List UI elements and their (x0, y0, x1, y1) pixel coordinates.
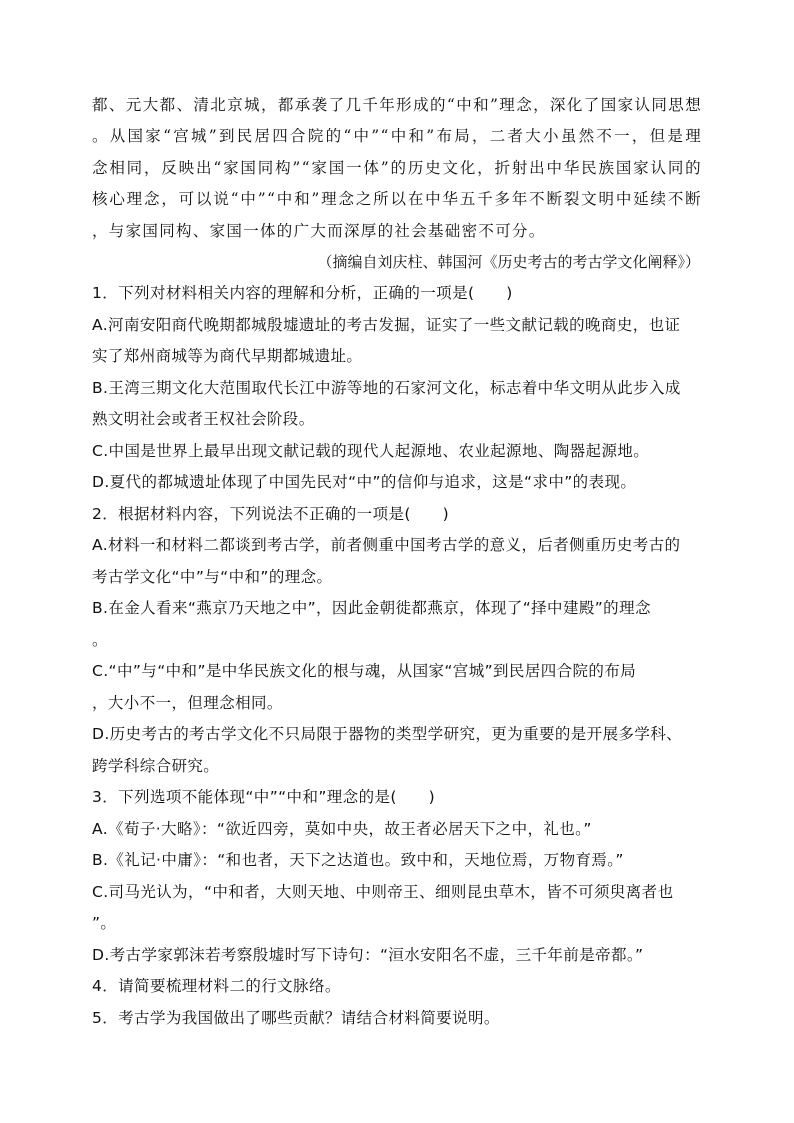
passage-text (92, 90, 702, 247)
passage-line: 。从国家“宫城”到民居四合院的“中”“中和”布局，二者大小虽然不一，但是理 (92, 127, 702, 146)
question-stem: 5．考古学为我国做出了哪些贡献？请结合材料简要说明。 (92, 1008, 500, 1027)
option-line: D.历史考古的考古学文化不只局限于器物的类型学研究，更为重要的是开展多学科、 (92, 725, 683, 744)
question-stem: 4．请简要梳理材料二的行文脉络。 (92, 977, 341, 996)
option-line: D.夏代的都城遗址体现了中国先民对“中”的信仰与追求，这是“求中”的表现。 (92, 473, 637, 492)
question-stem: 2．根据材料内容，下列说法不正确的一项是( ) (92, 504, 450, 523)
document-page (92, 90, 702, 1034)
option-line: 熟文明社会或者王权社会阶段。 (92, 410, 315, 429)
option-line: ”。 (92, 914, 117, 933)
option-line: B.《礼记·中庸》：“和也者，天下之达道也。致中和，天地位焉，万物育焉。” (92, 851, 624, 870)
passage-line: 都、元大都、清北京城，都承袭了几千年形成的“中和”理念，深化了国家认同思想 (92, 96, 702, 114)
option-line: 考古学文化“中”与“中和”的理念。 (92, 567, 333, 586)
passage-source: （摘编自刘庆柱、韩国河《历史考古的考古学文化阐释》） (317, 253, 700, 272)
option-line: 。 (92, 630, 108, 649)
option-line: A.《荀子·大略》：“欲近四旁，莫如中央，故王者必居天下之中，礼也。” (92, 819, 592, 838)
option-line: B.在金人看来“燕京乃天地之中”，因此金朝徙都燕京，体现了“择中建殿”的理念 (92, 599, 651, 618)
question-list (92, 278, 702, 1034)
passage-line: ，与家国同构、家国一体的广大而深厚的社会基础密不可分。 (92, 221, 546, 240)
option-line: C.中国是世界上最早出现文献记载的现代人起源地、农业起源地、陶器起源地。 (92, 441, 650, 460)
option-line: A.材料一和材料二都谈到考古学，前者侧重中国考古学的意义，后者侧重历史考古的 (92, 536, 681, 555)
question-stem: 3．下列选项不能体现“中”“中和”理念的是( ) (92, 788, 436, 807)
option-line: ，大小不一，但理念相同。 (92, 693, 283, 712)
option-line: C.“中”与“中和”是中华民族文化的根与魂，从国家“宫城”到民居四合院的布局 (92, 662, 637, 681)
passage-line: 念相同，反映出“家国同构”“家国一体”的历史文化，折射出中华民族国家认同的 (92, 158, 702, 177)
option-line: C.司马光认为，“中和者，大则天地、中则帝王、细则昆虫草木，皆不可须臾离者也 (92, 882, 674, 901)
question-stem: 1．下列对材料相关内容的理解和分析，正确的一项是( ) (92, 284, 513, 303)
option-line: A.河南安阳商代晚期都城殷墟遗址的考古发掘，证实了一些文献记载的晚商史，也证 (92, 315, 681, 334)
option-line: D.考古学家郭沫若考察殷墟时写下诗句：“洹水安阳名不虚，三千年前是帝都。” (92, 945, 644, 964)
option-line: B.王湾三期文化大范围取代长江中游等地的石家河文化，标志着中华文明从此步入成 (92, 378, 681, 397)
option-line: 实了郑州商城等为商代早期都城遗址。 (92, 347, 363, 366)
option-line: 跨学科综合研究。 (92, 756, 220, 775)
passage-line: 核心理念，可以说“中”“中和”理念之所以在中华五千多年不断裂文明中延续不断 (92, 190, 702, 209)
